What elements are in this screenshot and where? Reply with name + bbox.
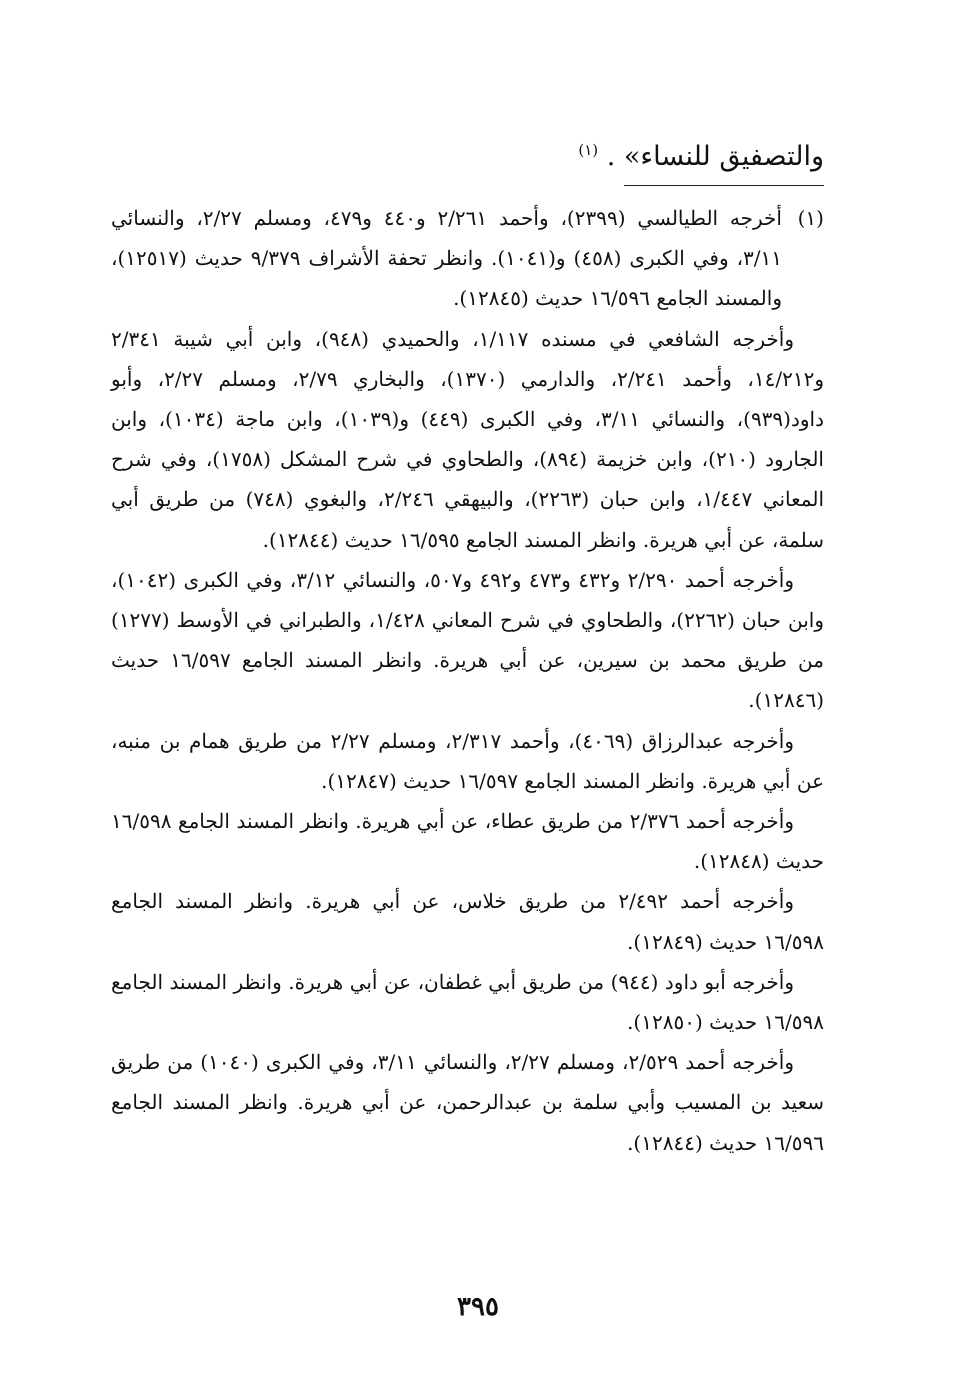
page-number: ٣٩٥ (457, 1292, 499, 1322)
footnote-number: (١) (797, 206, 824, 230)
footnote-separator (624, 185, 824, 186)
footnote-paragraph: وأخرجه أحمد ٢/٢٩٠ و٤٣٢ و٤٧٣ و٤٩٢ و٥٠٧، والنسائي ٣/١٢، وفي الكبرى (١٠٤٢)، وابن حبان (٢٢٦٢)، والطحاوي في شرح المعاني ١/٤٢٨، والطبراني في الأوسط (١٢٧٧) من طريق محمد بن سيرين، عن أبي هريرة. وانظر المسند الجامع ١٦/٥٩٧ حديث (١٢٨٤٦). (111, 567, 825, 713)
footnote-paragraph: وأخرجه أحمد ٢/٤٩٢ من طريق خلاس، عن أبي هريرة. وانظر المسند الجامع ١٦/٥٩٨ حديث (١٢٨٤٩). (111, 889, 824, 954)
footnote-paragraph: وأخرجه أحمد ٢/٥٢٩، ومسلم ٢/٢٧، والنسائي ٣/١١، وفي الكبرى (١٠٤٠) من طريق سعيد بن المسيب وأبي سلمة بن عبدالرحمن، عن أبي هريرة. وانظر المسند الجامع ١٦/٥٩٦ حديث (١٢٨٤٤). (111, 1050, 824, 1155)
footnote-paragraph (111, 198, 824, 319)
main-text-line (124, 130, 824, 177)
footnote-paragraph: وأخرجه أحمد ٢/٣٧٦ من طريق عطاء، عن أبي هريرة. وانظر المسند الجامع ١٦/٥٩٨ حديث (١٢٨٤٨). (111, 809, 824, 874)
footnote-paragraph: وأخرجه عبدالرزاق (٤٠٦٩)، وأحمد ٢/٣١٧، ومسلم ٢/٢٧ من طريق همام بن منبه، عن أبي هريرة. وانظر المسند الجامع ١٦/٥٩٧ حديث (١٢٨٤٧). (111, 728, 824, 793)
footnotes-section (111, 198, 824, 1163)
main-text: والتصفيق للنساء» . (606, 141, 824, 172)
footnote-paragraph: وأخرجه الشافعي في مسنده ١/١١٧، والحميدي (٩٤٨)، وابن أبي شيبة ٢/٣٤١ و١٤/٢١٢، وأحمد ٢/٢٤١، والدارمي (١٣٧٠)، والبخاري ٢/٧٩، ومسلم ٢/٢٧، وأبو داود(٩٣٩)، والنسائي ٣/١١، وفي الكبرى (٤٤٩) و(١٠٣٩)، وابن ماجة (١٠٣٤)، وابن الجارود (٢١٠)، وابن خزيمة (٨٩٤)، والطحاوي في شرح المشكل (١٧٥٨)، وفي شرح المعاني ١/٤٤٧، وابن حبان (٢٢٦٣)، والبيهقي ٢/٢٤٦، والبغوي (٧٤٨) من طريق أبي سلمة، عن أبي هريرة. وانظر المسند الجامع ١٦/٥٩٥ حديث (١٢٨٤٤). (111, 326, 825, 552)
footnote-text: أخرجه الطيالسي (٢٣٩٩)، وأحمد ٢/٢٦١ و٤٤٠ و٤٧٩، ومسلم ٢/٢٧، والنسائي ٣/١١، وفي الكبرى (٤٥٨) و(١٠٤١). وانظر تحفة الأشراف ٩/٣٧٩ حديث (١٢٥١٧)، والمسند الجامع ١٦/٥٩٦ حديث (١٢٨٤٥). (111, 206, 782, 311)
footnote-reference: (١) (578, 141, 599, 159)
footnote-paragraph: وأخرجه أبو داود (٩٤٤) من طريق أبي غطفان، عن أبي هريرة. وانظر المسند الجامع ١٦/٥٩٨ حديث (١٢٨٥٠). (111, 969, 824, 1035)
